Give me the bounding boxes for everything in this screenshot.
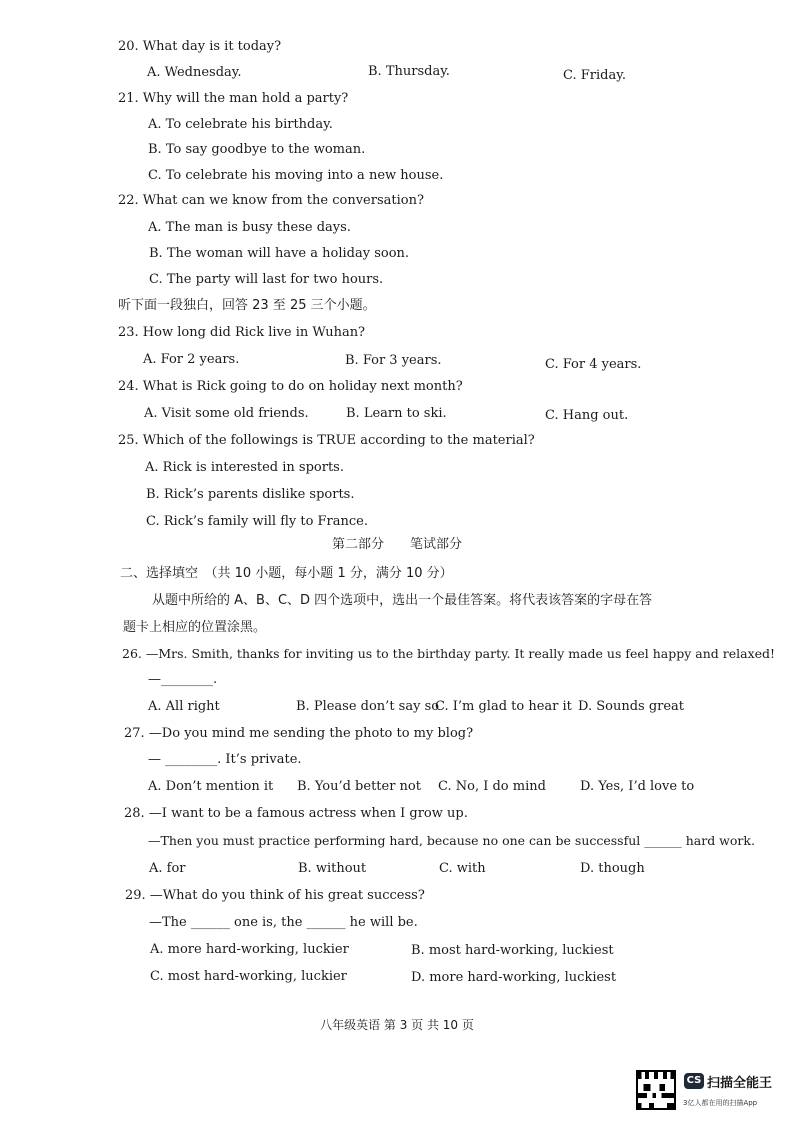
q20-stem: 20. What day is it today? xyxy=(118,39,282,54)
q23-option-b: B. For 3 years. xyxy=(345,353,442,368)
q20-option-c: C. Friday. xyxy=(563,68,626,83)
q25-stem: 25. Which of the followings is TRUE according to the material? xyxy=(118,433,535,448)
listening-instruction: 听下面一段独白，回答 23 至 25 三个小题。 xyxy=(118,298,376,313)
q29-stem: 29. —What do you think of his great success? xyxy=(125,888,425,903)
q28-option-b: B. without xyxy=(298,861,367,876)
q26-stem: 26. —Mrs. Smith, thanks for inviting us to the birthday party. It really made us feel happy and relaxed! xyxy=(122,646,776,661)
q22-option-c: C. The party will last for two hours. xyxy=(149,272,384,287)
q26-blank: —________. xyxy=(148,672,218,687)
q21-option-a: A. To celebrate his birthday. xyxy=(148,117,333,132)
q27-blank: — ________. It’s private. xyxy=(148,752,302,767)
q24-stem: 24. What is Rick going to do on holiday next month? xyxy=(118,379,463,394)
q22-option-a: A. The man is busy these days. xyxy=(148,220,351,235)
q27-option-a: A. Don’t mention it xyxy=(148,779,274,794)
q29-option-c: C. most hard-working, luckier xyxy=(150,969,347,984)
q27-stem: 27. —Do you mind me sending the photo to my blog? xyxy=(124,726,474,741)
section-title: 二、选择填空 （共 10 小题，每小题 1 分，满分 10 分） xyxy=(120,566,453,581)
q26-option-d: D. Sounds great xyxy=(578,699,685,714)
camscanner-logo-icon: CS xyxy=(684,1073,704,1089)
page-footer: 八年级英语 第 3 页 共 10 页 xyxy=(320,1018,474,1032)
q27-option-b: B. You’d better not xyxy=(297,779,421,794)
q26-option-b: B. Please don’t say so xyxy=(296,699,440,714)
q28-option-d: D. though xyxy=(580,861,645,876)
q21-option-c: C. To celebrate his moving into a new house. xyxy=(148,168,444,183)
q24-option-b: B. Learn to ski. xyxy=(346,406,447,421)
q21-option-b: B. To say goodbye to the woman. xyxy=(148,142,366,157)
q26-option-a: A. All right xyxy=(148,699,220,714)
q22-stem: 22. What can we know from the conversation? xyxy=(118,193,424,208)
q26-option-c: C. I’m glad to hear it xyxy=(435,699,572,714)
q23-stem: 23. How long did Rick live in Wuhan? xyxy=(118,325,366,340)
q22-option-b: B. The woman will have a holiday soon. xyxy=(149,246,410,261)
q25-option-a: A. Rick is interested in sports. xyxy=(145,460,344,475)
qr-code-icon xyxy=(636,1070,676,1110)
q25-option-c: C. Rick’s family will fly to France. xyxy=(146,514,368,529)
q24-option-a: A. Visit some old friends. xyxy=(144,406,309,421)
q27-option-c: C. No, I do mind xyxy=(438,779,546,794)
q24-option-c: C. Hang out. xyxy=(545,408,629,423)
q27-option-d: D. Yes, I’d love to xyxy=(580,779,695,794)
q29-option-a: A. more hard-working, luckier xyxy=(150,942,349,957)
camscanner-subtitle: 3亿人都在用的扫描App xyxy=(683,1099,758,1107)
q29-option-b: B. most hard-working, luckiest xyxy=(411,943,614,958)
q29-option-d: D. more hard-working, luckiest xyxy=(411,970,617,985)
q23-option-c: C. For 4 years. xyxy=(545,357,642,372)
q21-stem: 21. Why will the man hold a party? xyxy=(118,91,349,106)
q20-option-a: A. Wednesday. xyxy=(147,65,242,80)
q25-option-b: B. Rick’s parents dislike sports. xyxy=(146,487,355,502)
q28-response: —Then you must practice performing hard, because no one can be successful ______ hard work. xyxy=(148,833,755,848)
part-title: 第二部分 笔试部分 xyxy=(331,537,462,552)
q20-option-b: B. Thursday. xyxy=(368,64,450,79)
camscanner-title: 扫描全能王 xyxy=(707,1076,773,1091)
section-instruction-line2: 题卡上相应的位置涂黑。 xyxy=(123,620,267,635)
section-instruction-line1: 从题中所给的 A、B、C、D 四个选项中，选出一个最佳答案。将代表该答案的字母在答 xyxy=(152,593,653,608)
q29-response: —The ______ one is, the ______ he will be. xyxy=(149,915,418,930)
q28-stem: 28. —I want to be a famous actress when I grow up. xyxy=(124,806,468,821)
q28-option-a: A. for xyxy=(149,861,186,876)
q23-option-a: A. For 2 years. xyxy=(143,352,240,367)
q28-option-c: C. with xyxy=(439,861,486,876)
